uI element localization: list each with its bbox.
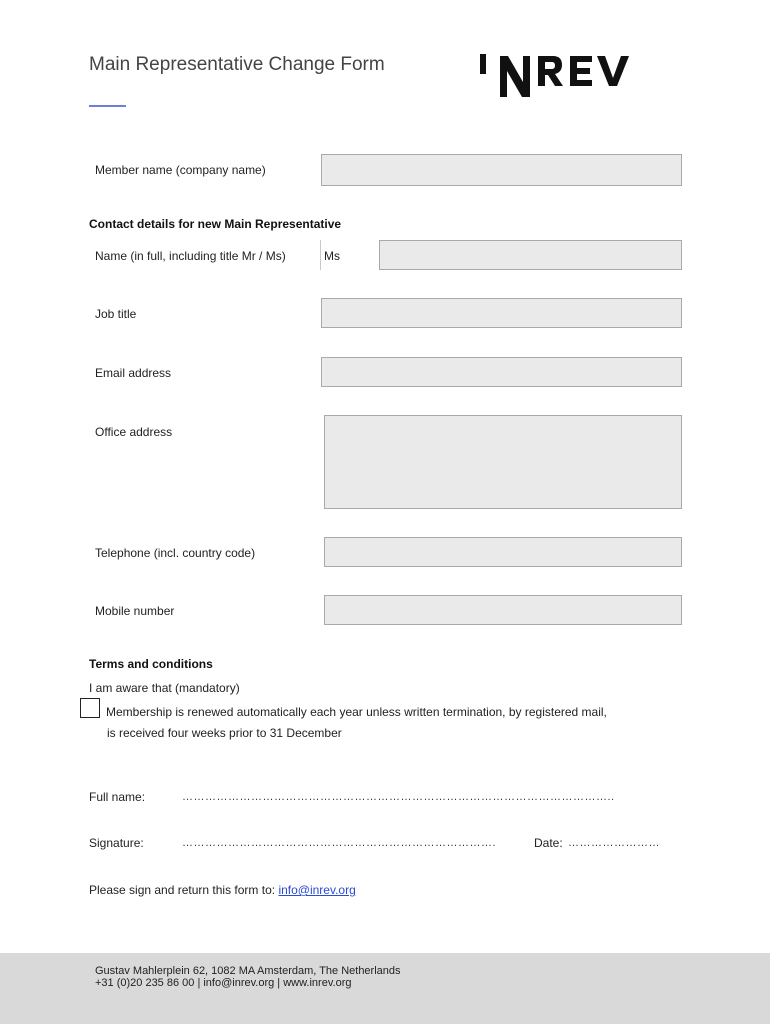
terms-checkbox[interactable] — [80, 698, 100, 718]
page-title: Main Representative Change Form — [89, 54, 385, 75]
footer-address: Gustav Mahlerplein 62, 1082 MA Amsterdam, The Netherlands — [95, 965, 401, 977]
inrev-logo — [476, 50, 668, 105]
inrev-logo-mark — [476, 50, 668, 100]
office-address-field[interactable] — [324, 415, 682, 509]
date-label: Date: — [534, 836, 563, 850]
contact-section-heading: Contact details for new Main Representative — [89, 217, 342, 231]
terms-line-1: Membership is renewed automatically each year unless written termination, by registered mail, — [106, 705, 607, 719]
full-name-signoff-line[interactable]: ………………………………………………………………………………………………….. — [182, 791, 615, 803]
mobile-label: Mobile number — [95, 604, 175, 618]
title-divider — [320, 240, 321, 270]
signature-line[interactable]: ………………………………………………………………………. — [182, 837, 497, 849]
office-address-label: Office address — [95, 425, 173, 439]
title-value[interactable]: Ms — [324, 249, 340, 263]
job-title-field[interactable] — [321, 298, 682, 328]
return-text: Please sign and return this form to: — [89, 883, 276, 897]
telephone-label: Telephone (incl. country code) — [95, 546, 256, 560]
return-instructions — [89, 883, 356, 897]
terms-intro: I am aware that (mandatory) — [89, 681, 240, 695]
member-name-field[interactable] — [321, 154, 682, 186]
full-name-label: Name (in full, including title Mr / Ms) — [95, 249, 286, 263]
terms-heading: Terms and conditions — [89, 657, 213, 671]
full-name-field[interactable] — [379, 240, 682, 270]
job-title-label: Job title — [95, 307, 137, 321]
return-email-link[interactable]: info@inrev.org — [278, 883, 356, 897]
terms-line-2: is received four weeks prior to 31 December — [107, 726, 342, 740]
email-field[interactable] — [321, 357, 682, 387]
signature-label: Signature: — [89, 836, 144, 850]
date-line[interactable]: …………………… — [568, 837, 660, 849]
footer-contact: +31 (0)20 235 86 00 | info@inrev.org | www.inrev.org — [95, 977, 352, 989]
full-name-signoff-label: Full name: — [89, 790, 146, 804]
telephone-field[interactable] — [324, 537, 682, 567]
member-name-label: Member name (company name) — [95, 163, 266, 177]
title-underline — [89, 105, 126, 107]
mobile-field[interactable] — [324, 595, 682, 625]
footer-text — [95, 965, 401, 989]
email-label: Email address — [95, 366, 172, 380]
